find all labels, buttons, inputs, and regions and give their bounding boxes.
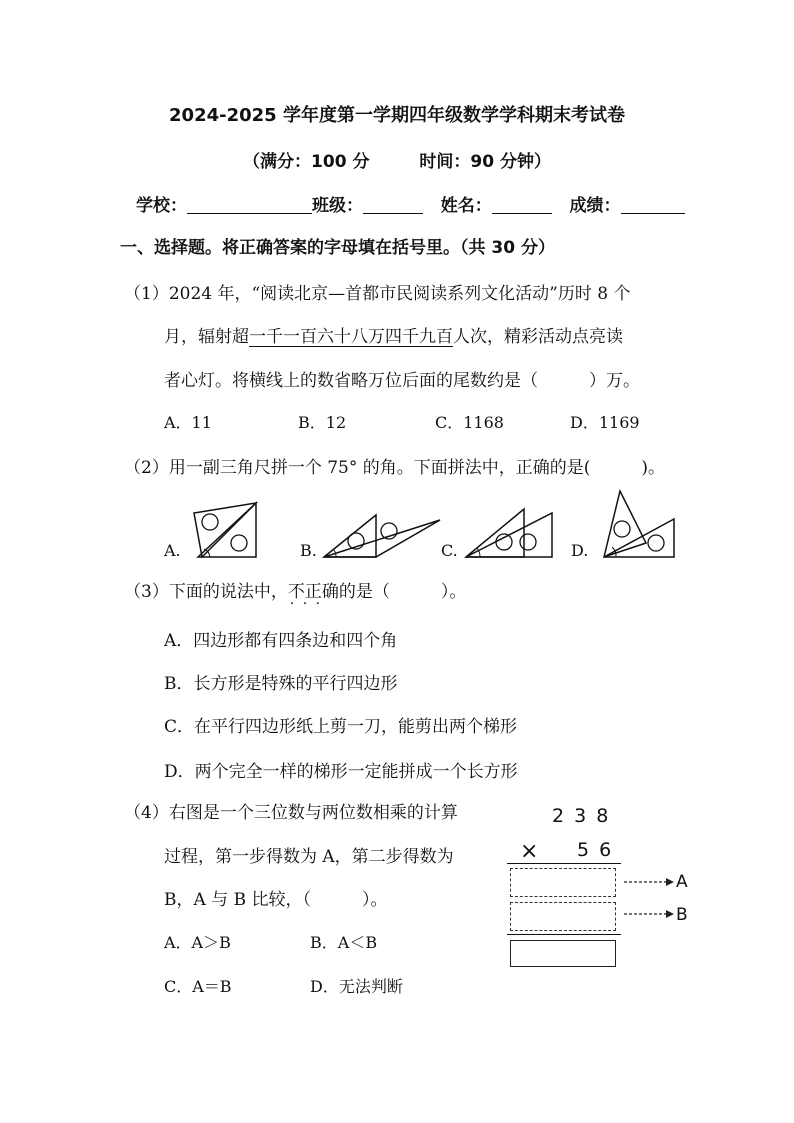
q2-option-b[interactable]: B. [300, 541, 317, 560]
q2-figure-c [458, 495, 558, 565]
product-line-1 [507, 863, 621, 864]
arrows-icon [622, 872, 682, 922]
product-box [510, 940, 616, 967]
q4-option-c[interactable]: C．A＝B [164, 977, 232, 996]
student-info-line [136, 191, 685, 216]
q3-post: 的是（ ）。 [338, 582, 467, 602]
q3-pre: （3）下面的说法中， [124, 582, 288, 602]
grade-label: 成绩： [569, 196, 621, 216]
q3-option-a[interactable]: A．四边形都有四条边和四个角 [164, 631, 398, 651]
exam-time: 时间：90 分钟） [419, 152, 551, 172]
q2-figure-b [316, 495, 446, 565]
q2-figure-d [590, 485, 680, 565]
class-label: 班级： [312, 196, 363, 216]
q1-option-c[interactable]: C．1168 [435, 413, 504, 432]
name-label: 姓名： [440, 196, 492, 216]
q1-line2-post: 人次，精彩活动点亮读 [453, 327, 623, 347]
q1-option-d[interactable]: D．1169 [570, 413, 640, 432]
multiplicand: 2 3 8 [552, 805, 611, 827]
q1-line2 [164, 322, 623, 347]
q4-line1: （4）右图是一个三位数与两位数相乘的计算 [124, 803, 458, 823]
q2-option-d[interactable]: D. [571, 541, 589, 560]
label-a: A [676, 872, 688, 892]
q4-option-b[interactable]: B．A＜B [310, 933, 378, 952]
q3-option-c[interactable]: C．在平行四边形纸上剪一刀，能剪出两个梯形 [164, 717, 518, 737]
q1-underlined-number: 一千一百六十八万四千九百 [249, 327, 453, 347]
q1-option-a[interactable]: A．11 [164, 413, 212, 432]
q3-line1 [124, 577, 466, 602]
exam-title: 2024-2025 学年度第一学期四年级数学学科期末考试卷 [169, 105, 625, 126]
partial-product-a-box [510, 868, 616, 897]
q4-option-d[interactable]: D．无法判断 [310, 977, 403, 996]
q4-option-a[interactable]: A．A＞B [164, 933, 231, 952]
q1-line3: 者心灯。将横线上的数省略万位后面的尾数约是（ ）万。 [164, 371, 640, 391]
q2-figure-a [180, 495, 270, 565]
class-blank[interactable] [363, 195, 423, 214]
full-score: （满分：100 分 [243, 152, 370, 172]
exam-subtitle [0, 147, 794, 172]
q2-line1: （2）用一副三角尺拼一个 75° 的角。下面拼法中，正确的是( )。 [124, 458, 666, 478]
q3-option-d[interactable]: D．两个完全一样的梯形一定能拼成一个长方形 [164, 762, 518, 782]
label-b: B [676, 905, 688, 925]
q2-option-c[interactable]: C. [441, 541, 458, 560]
school-blank[interactable] [187, 195, 312, 214]
q4-line3: B，A 与 B 比较，（ ）。 [164, 890, 388, 910]
q1-line2-pre: 月，辐射超 [164, 327, 249, 347]
q2-option-a[interactable]: A. [164, 541, 181, 560]
product-line-2 [507, 934, 621, 935]
q1-option-b[interactable]: B．12 [298, 413, 347, 432]
times-sign: × [520, 839, 539, 864]
q4-line2: 过程，第一步得数为 A，第二步得数为 [164, 847, 454, 867]
school-label: 学校： [136, 196, 187, 216]
multiplier: 5 6 [577, 839, 614, 861]
q1-line1: （1）2024 年，“阅读北京—首都市民阅读系列文化活动”历时 8 个 [124, 284, 631, 304]
q3-option-b[interactable]: B．长方形是特殊的平行四边形 [164, 674, 398, 694]
grade-blank[interactable] [621, 195, 685, 214]
name-blank[interactable] [492, 195, 552, 214]
partial-product-b-box [510, 902, 616, 931]
section-1-title: 一、选择题。将正确答案的字母填在括号里。（共 30 分） [120, 238, 555, 258]
q3-emphasis: 不正确 · · · [288, 582, 339, 602]
